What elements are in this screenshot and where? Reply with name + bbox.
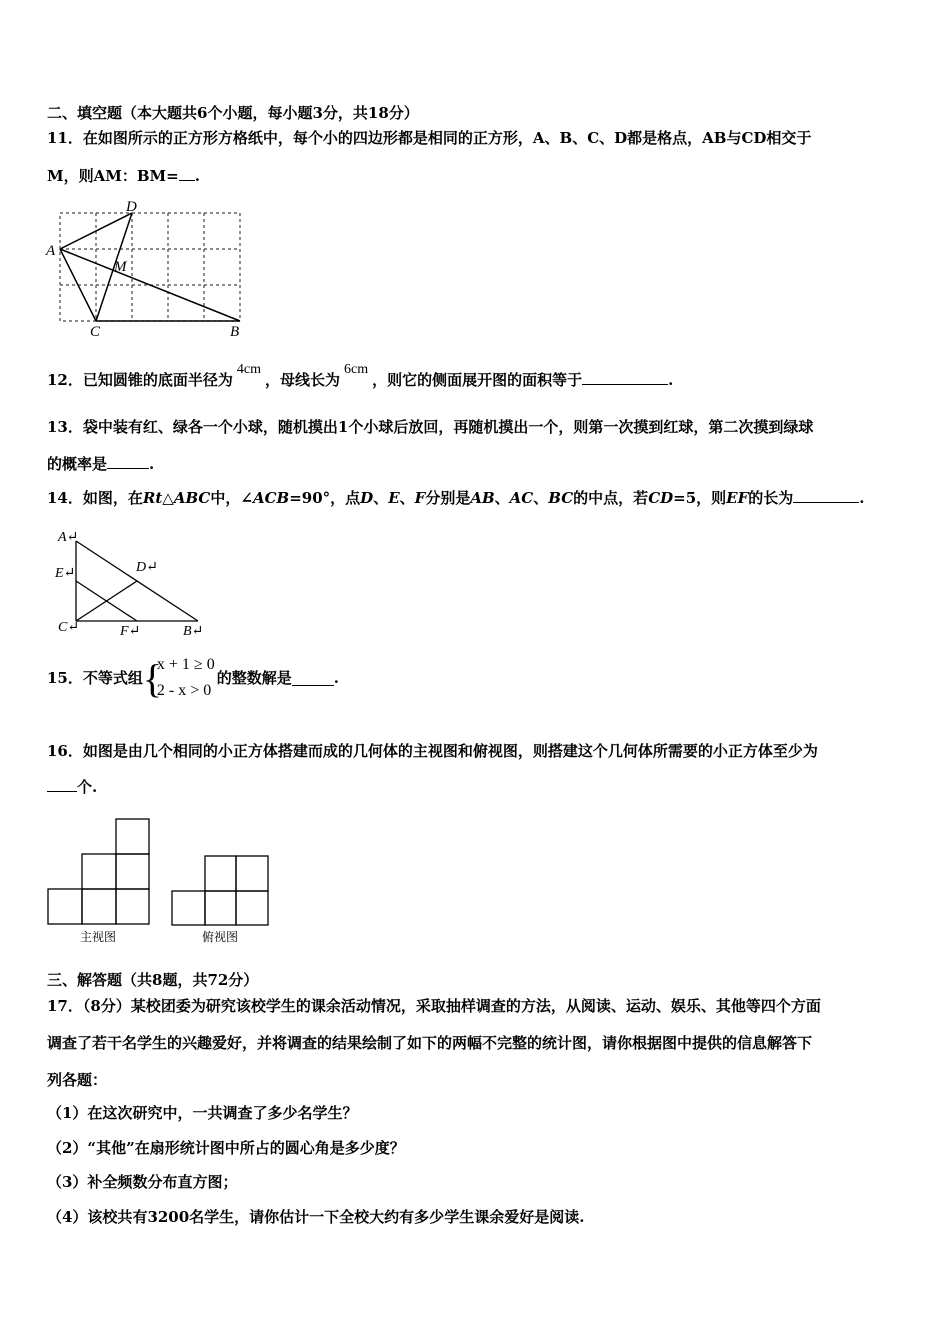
q13-line2: 的概率是 . xyxy=(47,455,155,473)
q14-label-e: E↵ xyxy=(55,566,76,581)
q11-number: 11． xyxy=(47,129,83,147)
q17-line1: 17．（8分）某校团委为研究该校学生的课余活动情况，采取抽样调查的方法，从阅读、运动、娱乐、其他等四个方面 xyxy=(47,997,821,1015)
q12-radius: 4cm xyxy=(236,362,261,377)
q12-slant: 6cm xyxy=(344,362,369,377)
q17-sub3: （3）补全频数分布直方图； xyxy=(47,1173,238,1191)
section2-heading: 二、填空题（本大题共6个小题，每小题3分，共18分） xyxy=(47,104,419,122)
q16-top-view-label: 俯视图 xyxy=(202,930,239,944)
q14-label-b: B↵ xyxy=(183,624,204,639)
q14-triangle-figure xyxy=(50,525,220,643)
q11-grid-figure xyxy=(40,195,250,340)
q11-label-a: A xyxy=(46,243,56,259)
q14-label-c: C↵ xyxy=(58,620,80,635)
q14-label-f: F↵ xyxy=(120,624,141,639)
section3-heading: 三、解答题（共8题，共72分） xyxy=(47,971,259,989)
q16-line1: 16．如图是由几个相同的小正方体搭建而成的几何体的主视图和俯视图，则搭建这个几何体所需要的小正方体至少为 xyxy=(47,742,818,760)
q11-text1: 在如图所示的正方形方格纸中，每个小的四边形都是相同的正方形，A、B、C、D都是格点，AB与CD相交于 xyxy=(82,129,812,147)
q17-sub2: （2）“其他”在扇形统计图中所占的圆心角是多少度？ xyxy=(47,1139,405,1157)
q17-line2: 调查了若干名学生的兴趣爱好，并将调查的结果绘制了如下的两幅不完整的统计图，请你根据图中提供的信息解答下 xyxy=(47,1034,813,1052)
q15-inequality-system: { x + 1 ≥ 0 2 - x > 0 xyxy=(142,656,215,701)
q16-views-figure xyxy=(44,815,284,950)
q14-label-d: D↵ xyxy=(136,560,158,575)
q17-sub4: （4）该校共有3200名学生，请你估计一下全校大约有多少学生课余爱好是阅读. xyxy=(47,1208,585,1226)
q13-line1: 13．袋中装有红、绿各一个小球，随机摸出1个小球后放回，再随机摸出一个，则第一次摸到红球，第二次摸到绿球 xyxy=(47,418,814,436)
q11-line2: M，则AM：BM= . xyxy=(47,167,200,185)
q11-label-d: D xyxy=(126,199,137,215)
q11-label-b: B xyxy=(230,324,240,340)
q12-answer-blank[interactable] xyxy=(582,370,668,385)
q17-sub1: （1）在这次研究中，一共调查了多少名学生？ xyxy=(47,1104,358,1122)
q14-answer-blank[interactable] xyxy=(793,488,859,503)
q12-line: 12．已知圆锥的底面半径为4cm，母线长为6cm，则它的侧面展开图的面积等于 . xyxy=(47,362,674,389)
q13-answer-blank[interactable] xyxy=(107,454,149,469)
q16-front-view-label: 主视图 xyxy=(80,930,117,944)
q16-answer-blank[interactable] xyxy=(47,777,77,792)
q11-line1 xyxy=(47,128,811,148)
q15-answer-blank[interactable] xyxy=(292,671,334,686)
q14-label-a: A↵ xyxy=(58,530,79,545)
q11-label-m: M xyxy=(114,259,127,275)
q11-label-c: C xyxy=(90,324,101,340)
q14-line: 14．如图，在Rt△ABC中，∠ACB=90°，点D、E、F分别是AB、AC、BC的中点，若CD=5，则EF的长为 . xyxy=(47,489,865,507)
q11-answer-blank[interactable] xyxy=(179,166,195,181)
q16-line2: 个. xyxy=(47,777,97,797)
q17-line3: 列各题： xyxy=(47,1071,108,1089)
q15-line: 15．不等式组 { x + 1 ≥ 0 2 - x > 0 的整数解是 . xyxy=(47,652,339,704)
